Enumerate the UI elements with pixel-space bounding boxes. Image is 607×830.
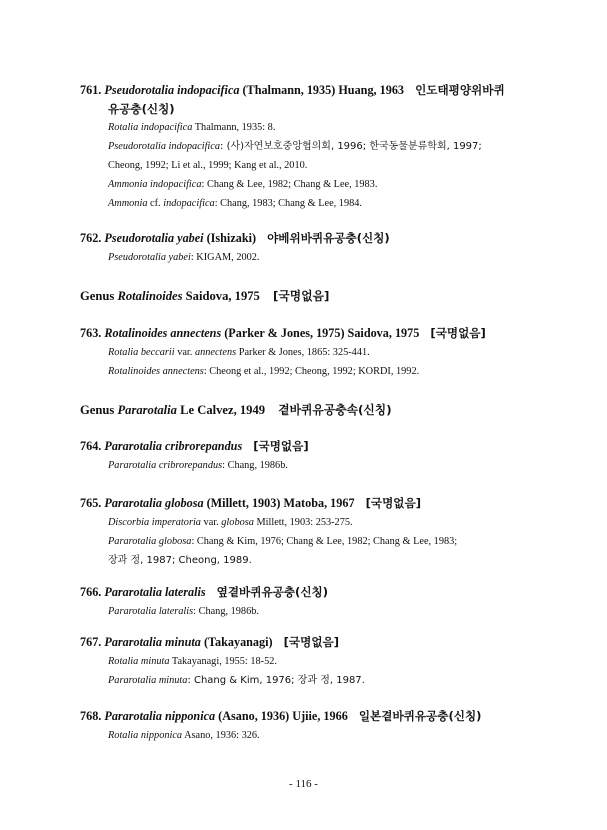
synonym-reference: Thalmann, 1935: 8.	[192, 122, 276, 133]
synonym-name-part: indopacifica	[163, 198, 215, 209]
species-author: (Ishizaki)	[203, 231, 257, 245]
synonym-reference: : Chang & Kim, 1976; 장과 정, 1987.	[187, 675, 365, 686]
synonym-reference: Cheong, 1992; Li et al., 1999; Kang et al., 2010.	[108, 160, 308, 171]
species-author: (Parker & Jones, 1975) Saidova, 1975	[221, 326, 420, 340]
entry-number: 763.	[80, 326, 102, 340]
synonym-name: Discorbia imperatoria	[108, 517, 201, 528]
synonym-line	[80, 652, 535, 671]
species-name: Rotalinoides annectens	[104, 326, 222, 340]
entry-number: 765.	[80, 496, 102, 510]
korean-name: [국명없음]	[253, 439, 309, 453]
synonym-line	[80, 671, 535, 690]
synonym-line	[80, 175, 535, 194]
synonym-name: Pseudorotalia indopacifica	[108, 141, 221, 152]
synonym-name: Rotalia minuta	[108, 656, 170, 667]
synonym-line	[80, 248, 535, 267]
korean-name: 인도태평양위바퀴	[415, 83, 505, 97]
genus-prefix: Genus	[80, 289, 118, 303]
species-heading	[80, 633, 535, 652]
page-number: - 116 -	[289, 778, 318, 790]
synonym-line	[80, 456, 535, 475]
synonym-reference: Takayanagi, 1955: 18-52.	[169, 656, 277, 667]
synonym-reference: : Chang & Kim, 1976; Chang & Lee, 1982; Chang & Lee, 1983;	[191, 536, 458, 547]
entry-number: 764.	[80, 439, 102, 453]
species-heading	[80, 229, 535, 248]
korean-name: [국명없음]	[430, 326, 486, 340]
species-author: (Takayanagi)	[200, 635, 273, 649]
synonym-line	[80, 194, 535, 213]
species-name: Pararotalia nipponica	[104, 709, 216, 723]
genus-name: Rotalinoides	[117, 289, 183, 303]
synonym-reference: : Cheong et al., 1992; Cheong, 1992; KORDI, 1992.	[203, 366, 420, 377]
entry-number: 768.	[80, 709, 102, 723]
synonym-reference: Parker & Jones, 1865: 325-441.	[236, 347, 370, 358]
synonym-reference: : (사)자연보호중앙협의회, 1996; 한국동물분류학회, 1997;	[220, 141, 482, 152]
korean-name: [국명없음]	[283, 635, 340, 649]
korean-name: [국명없음]	[365, 496, 421, 510]
entry-number: 766.	[80, 585, 102, 599]
synonym-name-part: annectens	[194, 347, 237, 358]
synonym-name: Pararotalia globosa	[108, 536, 192, 547]
synonym-name: Pararotalia lateralis	[108, 606, 194, 617]
synonym-line	[80, 551, 535, 570]
korean-name: [국명없음]	[273, 289, 330, 303]
species-heading	[80, 437, 535, 456]
synonym-line	[80, 156, 535, 175]
species-entry-766	[80, 583, 535, 621]
synonym-connector: cf.	[147, 198, 164, 209]
species-heading	[80, 494, 535, 513]
synonym-name: Rotalia nipponica	[108, 730, 183, 741]
species-entry-768	[80, 707, 535, 745]
synonym-reference: : Chang, 1983; Chang & Lee, 1984.	[214, 198, 362, 209]
synonym-name: Rotalia beccarii	[108, 347, 175, 358]
synonym-line	[80, 602, 535, 621]
species-heading	[80, 707, 535, 726]
species-heading	[80, 583, 535, 602]
synonym-line	[80, 137, 535, 156]
synonym-name: Ammonia indopacifica	[108, 179, 202, 190]
korean-name-continued: 유공충(신칭)	[108, 102, 175, 116]
korean-name: 옆곁바퀴유공충(신칭)	[216, 585, 329, 599]
korean-name: 야베위바퀴유공충(신칭)	[267, 231, 390, 245]
korean-name: 일본곁바퀴유공충(신칭)	[358, 709, 482, 723]
synonym-reference: Asano, 1936: 326.	[182, 730, 260, 741]
genus-name: Pararotalia	[117, 403, 177, 417]
species-entry-761	[80, 81, 535, 213]
synonym-name: Pararotalia minuta	[108, 675, 188, 686]
synonym-line	[80, 362, 535, 381]
species-name: Pseudorotalia indopacifica	[104, 83, 240, 97]
species-entry-765	[80, 494, 535, 570]
species-name: Pararotalia cribrorepandus	[104, 439, 243, 453]
synonym-line	[80, 343, 535, 362]
species-heading	[80, 81, 535, 100]
synonym-reference: : KIGAM, 2002.	[190, 252, 260, 263]
genus-heading-pararotalia	[80, 401, 392, 418]
species-entry-764	[80, 437, 535, 475]
species-name: Pseudorotalia yabei	[104, 231, 204, 245]
synonym-connector: var.	[174, 347, 195, 358]
genus-prefix: Genus	[80, 403, 118, 417]
genus-author: Le Calvez, 1949	[176, 403, 266, 417]
species-author: (Thalmann, 1935) Huang, 1963	[239, 83, 405, 97]
synonym-line	[80, 726, 535, 745]
species-entry-763	[80, 324, 535, 381]
synonym-name: Rotalinoides annectens	[108, 366, 204, 377]
synonym-reference: 장과 정, 1987; Cheong, 1989.	[108, 555, 252, 566]
synonym-reference: : Chang, 1986b.	[193, 606, 259, 617]
species-heading	[80, 324, 535, 343]
species-name: Pararotalia minuta	[104, 635, 201, 649]
synonym-name: Rotalia indopacifica	[108, 122, 193, 133]
species-entry-767	[80, 633, 535, 690]
synonym-reference: Millett, 1903: 253-275.	[253, 517, 353, 528]
genus-heading-rotalinoides	[80, 287, 329, 304]
species-entry-762	[80, 229, 535, 267]
species-author: (Asano, 1936) Ujiie, 1966	[215, 709, 348, 723]
entry-number: 767.	[80, 635, 102, 649]
synonym-reference: : Chang & Lee, 1982; Chang & Lee, 1983.	[201, 179, 378, 190]
synonym-line	[80, 532, 535, 551]
synonym-reference: : Chang, 1986b.	[222, 460, 288, 471]
korean-name: 곁바퀴유공충속(신칭)	[278, 403, 392, 417]
synonym-name: Ammonia	[108, 198, 148, 209]
entry-number: 761.	[80, 83, 102, 97]
synonym-line	[80, 118, 535, 137]
synonym-name: Pararotalia cribrorepandus	[108, 460, 223, 471]
synonym-name: Pseudorotalia yabei	[108, 252, 191, 263]
synonym-connector: var.	[200, 517, 222, 528]
species-name: Pararotalia globosa	[104, 496, 204, 510]
synonym-name-part: globosa	[221, 517, 254, 528]
species-name: Pararotalia lateralis	[104, 585, 206, 599]
species-author: (Millett, 1903) Matoba, 1967	[203, 496, 355, 510]
synonym-line	[80, 513, 535, 532]
genus-author: Saidova, 1975	[182, 289, 260, 303]
entry-number: 762.	[80, 231, 102, 245]
